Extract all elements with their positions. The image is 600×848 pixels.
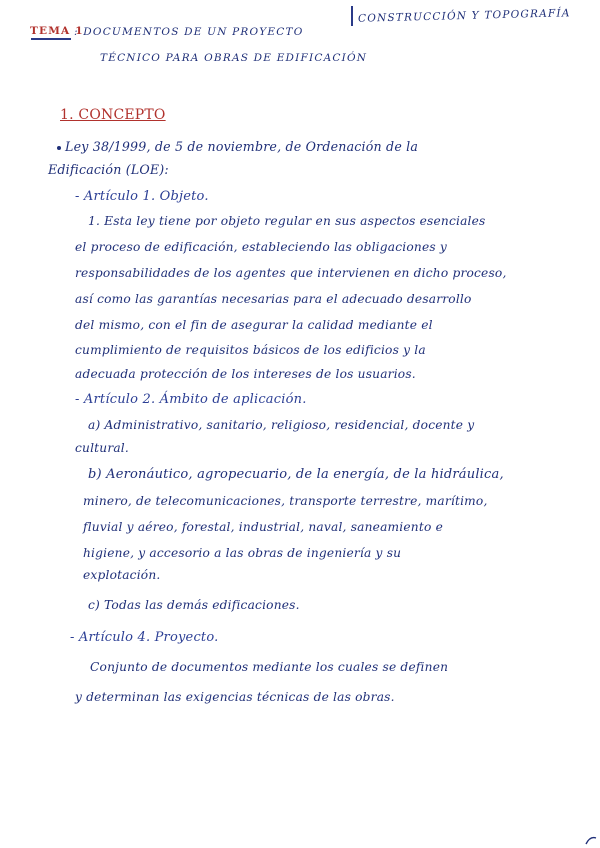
articulo-1-line: el proceso de edificación, estableciendo las obligaciones y [75,240,447,254]
articulo-1-line: adecuada protección de los intereses de los usuarios. [75,367,416,381]
articulo-1-line: 1. Esta ley tiene por objeto regular en sus aspectos esenciales [88,214,486,228]
articulo-2-a-line: cultural. [75,441,129,455]
articulo-1-line: cumplimiento de requisitos básicos de los edificios y la [75,343,426,357]
title-line-1: : DOCUMENTOS DE UN PROYECTO [74,26,304,38]
articulo-2-heading: - Artículo 2. Ámbito de aplicación. [75,392,307,407]
articulo-1-heading: - Artículo 1. Objeto. [75,189,209,204]
articulo-4-line: Conjunto de documentos mediante los cuales se definen [90,660,449,674]
subject-tag: CONSTRUCCIÓN Y TOPOGRAFÍA [357,7,571,25]
law-bullet [57,146,61,150]
tema-underline [31,38,71,40]
section-heading: 1. CONCEPTO [60,107,166,123]
articulo-1-line: del mismo, con el fin de asegurar la calidad mediante el [75,318,433,332]
articulo-2-c-line: c) Todas las demás edificaciones. [88,598,300,612]
articulo-2-b-line: explotación. [83,568,161,582]
articulo-4-heading: - Artículo 4. Proyecto. [70,630,219,645]
title-line-2: TÉCNICO PARA OBRAS DE EDIFICACIÓN [100,52,368,64]
articulo-1-line: así como las garantías necesarias para el adecuado desarrollo [75,292,472,306]
articulo-2-a-line: a) Administrativo, sanitario, religioso, residencial, docente y [88,418,475,432]
articulo-2-b-line: minero, de telecomunicaciones, transporte terrestre, marítimo, [83,494,488,508]
tema-label: TEMA 1 [30,25,84,37]
articulo-2-b-line: fluvial y aéreo, forestal, industrial, naval, saneamiento e [83,520,443,534]
law-line-2: Edificación (LOE): [48,162,169,177]
header-divider [351,6,353,26]
articulo-4-line: y determinan las exigencias técnicas de las obras. [75,690,395,704]
articulo-2-b-line: higiene, y accesorio a las obras de ingeniería y su [83,546,402,560]
law-line-1: Ley 38/1999, de 5 de noviembre, de Ordenación de la [65,139,419,154]
articulo-1-line: responsabilidades de los agentes que intervienen en dicho proceso, [75,266,507,280]
pen-stroke-icon [584,834,598,846]
articulo-2-b-line: b) Aeronáutico, agropecuario, de la energía, de la hidráulica, [88,467,504,482]
